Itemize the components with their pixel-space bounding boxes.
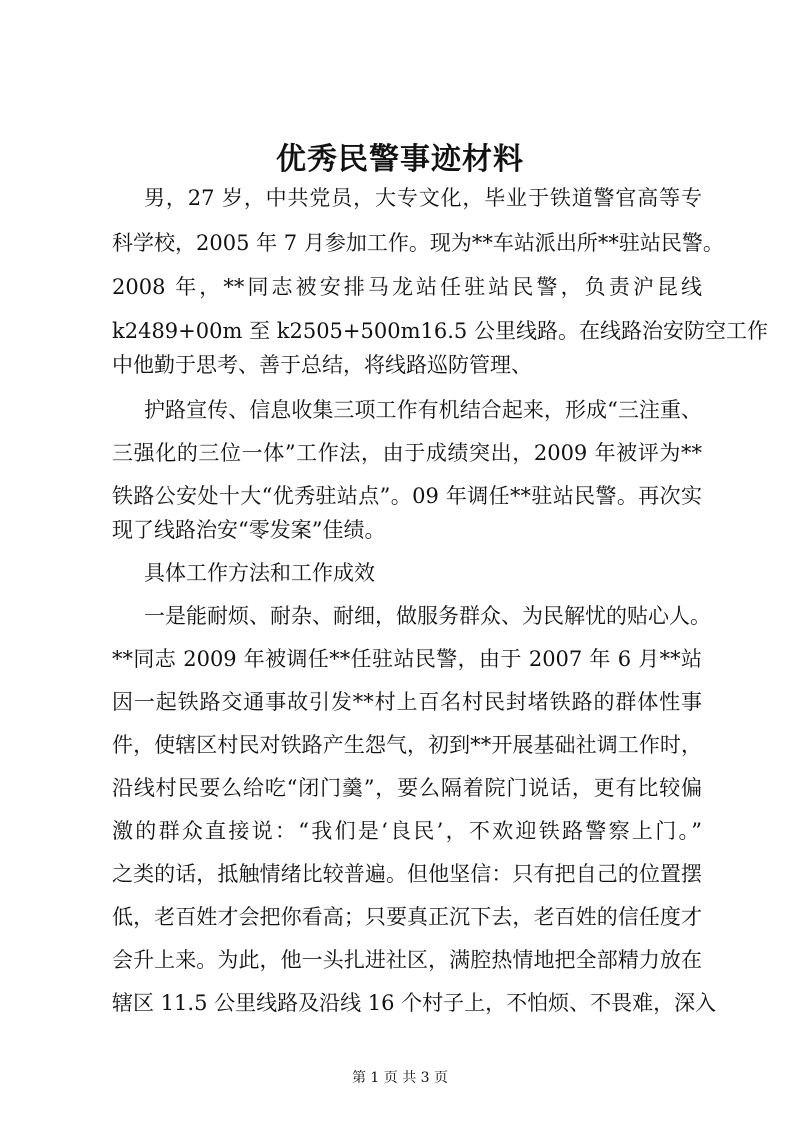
page-footer: 第 1 页 共 3 页 — [351, 1070, 449, 1086]
text-line: 一是能耐烦、耐杂、耐细，做服务群众、为民解忧的贴心人。 — [144, 604, 711, 628]
section-heading: 具体工作方法和工作成效 — [144, 561, 375, 585]
text-line: 2008 年，**同志被安排马龙站任驻站民警，负责沪昆线 — [112, 275, 702, 299]
text-line: 现了线路治安“零发案”佳绩。 — [112, 518, 386, 542]
text-line: 护路宣传、信息收集三项工作有机结合起来，形成“三注重、 — [144, 398, 702, 422]
text-line: 会升上来。为此，他一头扎进社区，满腔热情地把全部精力放在 — [112, 948, 702, 972]
text-line: 铁路公安处十大“优秀驻站点”。09 年调任**驻站民警。再次实 — [112, 484, 702, 508]
text-line: 三强化的三位一体”工作法，由于成绩突出，2009 年被评为** — [112, 441, 702, 465]
text-line: 之类的话，抵触情绪比较普遍。但他坚信：只有把自己的位置摆 — [112, 862, 702, 886]
text-line: 中他勤于思考、善于总结，将线路巡防管理、 — [112, 353, 532, 377]
text-line: 沿线村民要么给吃“闭门羹”，要么隔着院门说话，更有比较偏 — [112, 776, 702, 800]
text-line: k2489+00m 至 k2505+500m16.5 公里线路。在线路治安防空工作 — [112, 319, 768, 343]
text-line: 件，使辖区村民对铁路产生怨气，初到**开展基础社调工作时， — [112, 733, 702, 757]
text-line: 辖区 11.5 公里线路及沿线 16 个村子上，不怕烦、不畏难，深入 — [112, 991, 717, 1015]
text-line: 因一起铁路交通事故引发**村上百名村民封堵铁路的群体性事 — [112, 690, 702, 714]
document-title: 优秀民警事迹材料 — [276, 142, 524, 177]
text-line: **同志 2009 年被调任**任驻站民警，由于 2007 年 6 月**站 — [112, 647, 702, 671]
text-line: 男，27 岁，中共党员，大专文化，毕业于铁道警官高等专 — [144, 186, 702, 210]
text-line: 低，老百姓才会把你看高；只要真正沉下去，老百姓的信任度才 — [112, 905, 702, 929]
text-line: 激的群众直接说：“我们是‘良民’，不欢迎铁路警察上门。” — [112, 819, 702, 843]
text-line: 科学校，2005 年 7 月参加工作。现为**车站派出所**驻站民警。 — [112, 231, 724, 255]
